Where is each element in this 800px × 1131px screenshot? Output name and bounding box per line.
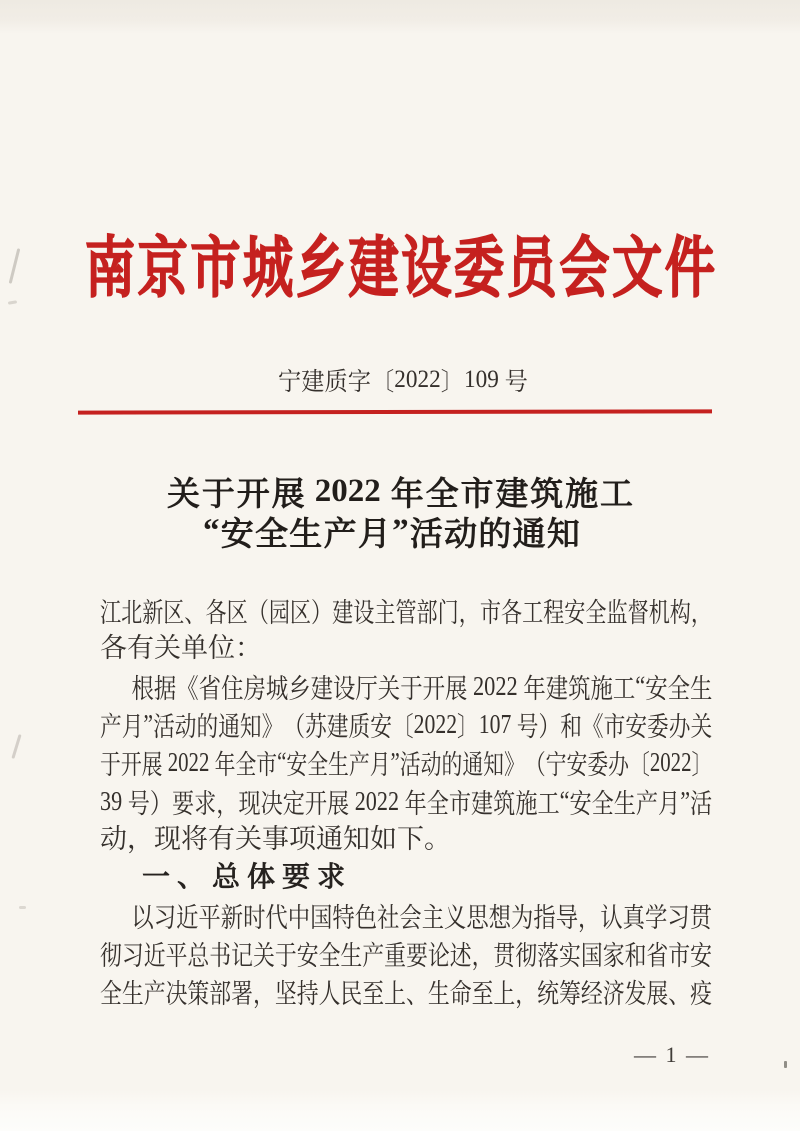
document-title-line1: 关 于 开 展 2022 年 全 市 建 筑 施 工 — [167, 472, 633, 513]
body-line: 于 开 展 2022 年 全 市 “ 安 全 生 产 月 ” 活 动 的 通 知 》 （ 宁 安 委 办 〔 2022 〕 — [100, 747, 713, 781]
body-line: 动，现将有关事项通知如下。 — [100, 824, 451, 855]
body-line: 39 号 ） 要 求 ， 现 决 定 开 展 2022 年 全 市 建 筑 施 工 “ 安 全 生 产 月 ” 活 — [100, 785, 713, 819]
body-line: 全 生 产 决 策 部 署 ， 坚 持 人 民 至 上 、 生 命 至 上 ， 统 筹 经 济 发 展 、 疫 — [100, 979, 712, 1010]
document-title-line2: “ 安 全 生 产 月 ” 活 动 的 通 知 — [203, 512, 580, 553]
scan-artifact — [784, 1061, 787, 1068]
document-header — [85, 218, 715, 308]
scan-artifact — [8, 300, 17, 305]
body-line: 各有关单位： — [100, 633, 262, 664]
doc-number: 宁 建 质 字 〔 2022 〕 109 号 — [278, 366, 528, 396]
scan-artifact — [11, 734, 21, 759]
org-title: 南 京 市 城 乡 建 设 委 员 会 文 件 — [85, 231, 715, 306]
body-line: 江 北 新 区 、 各 区 （ 园 区 ） 建 设 主 管 部 门 ， 市 各 工 程 安 全 监 督 机 构 ， — [100, 597, 712, 628]
document-body — [100, 591, 712, 1011]
section-heading: 一、总体要求 — [142, 861, 353, 893]
body-line: 彻 习 近 平 总 书 记 关 于 安 全 生 产 重 要 论 述 ， 贯 彻 落 实 国 家 和 省 市 安 — [100, 941, 712, 972]
scan-artifact — [19, 906, 26, 909]
body-line: 以 习 近 平 新 时 代 中 国 特 色 社 会 主 义 思 想 为 指 导 ， 认 真 学 习 贯 — [131, 903, 712, 934]
body-line: 根 据 《 省 住 房 城 乡 建 设 厅 关 于 开 展 2022 年 建 筑 施 工 “ 安 全 生 — [131, 670, 713, 704]
scan-artifact — [9, 248, 21, 284]
body-line: 产 月 ” 活 动 的 通 知 》 （ 苏 建 质 安 〔 2022 〕 107 号 ） 和 《 市 安 委 办 关 — [100, 709, 713, 743]
page-number: — 1 — — [634, 1042, 710, 1067]
red-separator-line — [78, 409, 712, 414]
